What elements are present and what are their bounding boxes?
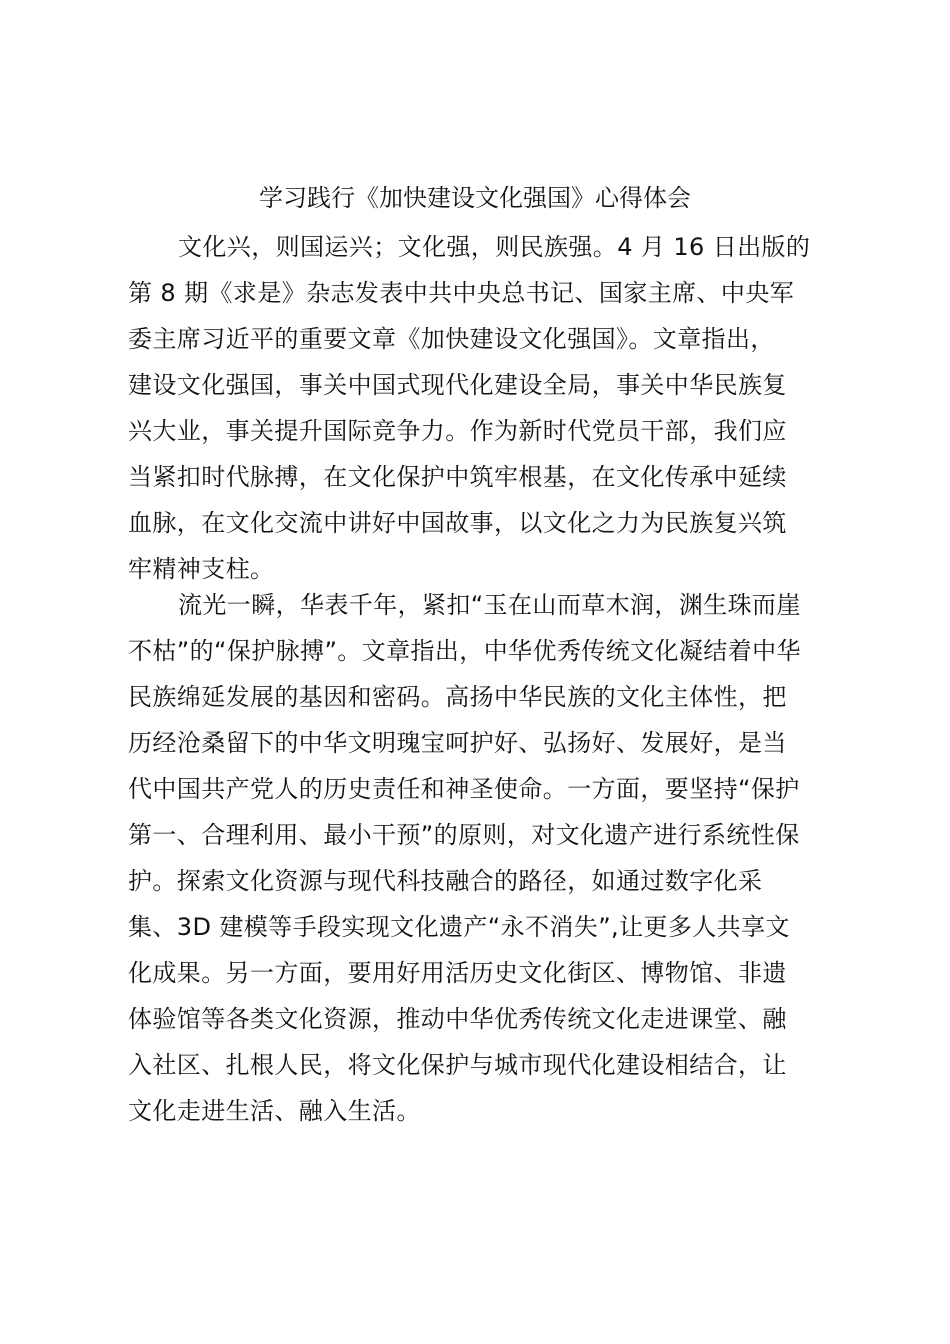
text-line: 血脉，在文化交流中讲好中国故事，以文化之力为民族复兴筑 (128, 509, 787, 537)
text-line: 第 8 期《求是》杂志发表中共中央总书记、国家主席、中央军 (128, 279, 795, 307)
text-line: 入社区、扎根人民，将文化保护与城市现代化建设相结合，让 (128, 1051, 787, 1079)
document-title: 学习践行《加快建设文化强国》心得体会 (259, 184, 691, 212)
text-line: 体验馆等各类文化资源，推动中华优秀传统文化走进课堂、融 (128, 1005, 787, 1033)
text-line: 历经沧桑留下的中华文明瑰宝呵护好、弘扬好、发展好，是当 (128, 729, 787, 757)
text-line: 当紧扣时代脉搏，在文化保护中筑牢根基，在文化传承中延续 (128, 463, 787, 491)
text-line: 不枯”的“保护脉搏”。文章指出，中华优秀传统文化凝结着中华 (128, 637, 801, 665)
text-line: 牢精神支柱。 (128, 555, 275, 583)
text-line: 民族绵延发展的基因和密码。高扬中华民族的文化主体性，把 (128, 683, 787, 711)
text-line: 文化走进生活、融入生活。 (128, 1097, 421, 1125)
text-line: 护。探索文化资源与现代科技融合的路径，如通过数字化采 (128, 867, 763, 895)
text-line: 文化兴，则国运兴；文化强，则民族强。4 月 16 日出版的 (178, 233, 811, 261)
text-line: 委主席习近平的重要文章《加快建设文化强国》。文章指出， (128, 325, 775, 353)
text-line: 代中国共产党人的历史责任和神圣使命。一方面，要坚持“保护 (128, 775, 800, 803)
text-line: 化成果。另一方面，要用好用活历史文化街区、博物馆、非遗 (128, 959, 787, 987)
paragraph-2 (128, 582, 828, 1134)
paragraph-1 (128, 224, 828, 592)
text-line: 流光一瞬，华表千年，紧扣“玉在山而草木润，渊生珠而崖 (178, 591, 801, 619)
text-line: 兴大业，事关提升国际竞争力。作为新时代党员干部，我们应 (128, 417, 787, 445)
text-line: 集、3D 建模等手段实现文化遗产“永不消失”,让更多人共享文 (128, 913, 790, 941)
text-line: 建设文化强国，事关中国式现代化建设全局，事关中华民族复 (128, 371, 787, 399)
text-line: 第一、合理利用、最小干预”的原则，对文化遗产进行系统性保 (128, 821, 800, 849)
